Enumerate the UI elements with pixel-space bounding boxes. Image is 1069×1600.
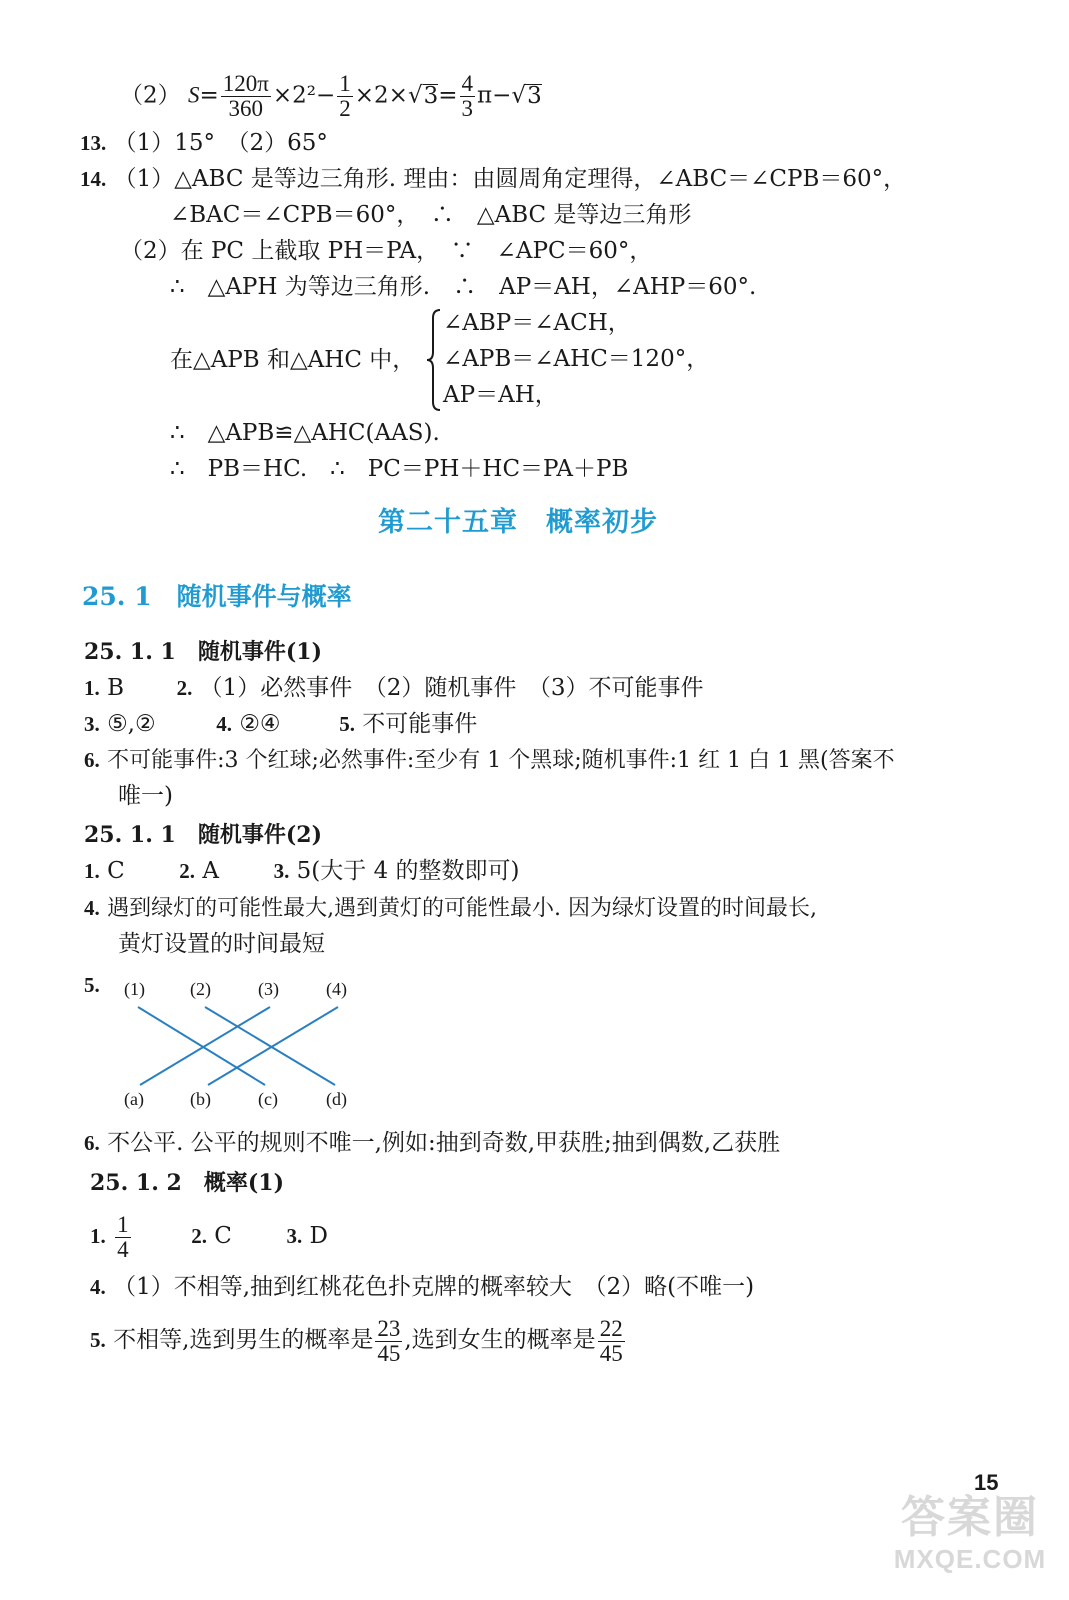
- diagram-bottom-label: (b): [190, 1089, 211, 1109]
- formula-segment: ×2²−: [272, 82, 336, 109]
- answer-text: （1）15° （2）65°: [113, 130, 328, 156]
- system-line-2: ∠APB＝∠AHC＝120°，: [443, 346, 710, 372]
- diagram-bottom-label: (a): [124, 1089, 144, 1109]
- question-number: 3.: [273, 859, 290, 883]
- question-number: 2.: [179, 859, 196, 883]
- q12-part2-formula: [120, 72, 542, 121]
- answer-row: [84, 1128, 780, 1158]
- connection-line-1-c: [138, 1007, 265, 1085]
- answer-text: C: [214, 1223, 232, 1249]
- question-number: 4.: [216, 712, 232, 736]
- q13-line: [80, 128, 328, 158]
- watermark-title: 答案圈: [901, 1493, 1039, 1542]
- connection-line-3-a: [140, 1007, 270, 1085]
- answer-text: 5(大于 4 的整数即可): [296, 858, 520, 884]
- answer-text: A: [202, 858, 219, 884]
- q14-line-2: [170, 200, 691, 230]
- answer-text: （2）在 PC 上截取 PH＝PA， ∵ ∠APC＝60°，: [120, 238, 653, 264]
- formula-segment: π−: [477, 82, 512, 109]
- fraction-half: [337, 72, 353, 121]
- answer-text: 不公平. 公平的规则不唯一,例如:抽到奇数,甲获胜;抽到偶数,乙获胜: [107, 1130, 781, 1156]
- q14-line-4: [170, 272, 756, 302]
- answer-row: [90, 1208, 328, 1264]
- q14-line-3: [120, 236, 652, 266]
- answer-row: [84, 856, 520, 886]
- answer-text: 不可能事件: [362, 711, 478, 737]
- watermark-logo: [880, 1492, 1060, 1574]
- diagram-bottom-label: (c): [258, 1089, 278, 1109]
- question-number: 13.: [80, 131, 107, 155]
- equals-sign: =: [438, 82, 458, 109]
- fraction-numerator: 1: [117, 1211, 129, 1237]
- page-number: 15: [974, 1470, 999, 1495]
- system-line-3: AP＝AH，: [443, 382, 558, 408]
- fraction-denominator: 3: [461, 96, 474, 121]
- fraction-120pi-360: [221, 72, 271, 121]
- question-number: 6.: [84, 1131, 100, 1155]
- question-number: 3.: [286, 1224, 303, 1248]
- subsection-heading: 25. 1. 1 随机事件(1): [84, 639, 322, 665]
- answer-text: B: [107, 675, 124, 701]
- answer-text: （1）不相等,抽到红桃花色扑克牌的概率较大 （2）略(不唯一): [113, 1274, 755, 1300]
- question-number: 5.: [84, 973, 100, 997]
- equals-sign: =: [199, 82, 219, 109]
- formula-segment: ×2×: [354, 82, 408, 109]
- question-number: 6.: [84, 748, 100, 772]
- answer-text: 在△APB 和△AHC 中，: [170, 347, 416, 373]
- answer-text: ∴ PB＝HC. ∴ PC＝PH＋HC＝PA＋PB: [170, 456, 629, 482]
- q14-line-5-prefix: [170, 345, 415, 375]
- answer-row: [84, 745, 895, 776]
- fraction-denominator: 2: [339, 96, 351, 121]
- answer-row: [84, 709, 477, 739]
- question-number: 3.: [84, 712, 100, 736]
- answer-text: 不相等,选到男生的概率是: [113, 1327, 374, 1353]
- q14-line-6: [170, 418, 440, 448]
- fraction-numerator: 120π: [222, 71, 269, 96]
- answer-text: ②④: [239, 711, 281, 737]
- sqrt-sign: √: [407, 82, 423, 109]
- question-number: 4.: [84, 896, 100, 920]
- answer-text: 不可能事件:3 个红球;必然事件:至少有 1 个黑球;随机事件:1 红 1 白 1 黑(答案不: [107, 748, 895, 773]
- answer-row: [84, 673, 704, 703]
- diagram-bottom-label: (d): [326, 1089, 347, 1109]
- watermark-url: MXQE.COM: [893, 1544, 1047, 1574]
- connection-line-4-b: [208, 1007, 338, 1085]
- question-number: 14.: [80, 167, 107, 191]
- answer-text: （1）△ABC 是等边三角形. 理由：由圆周角定理得，∠ABC＝∠CPB＝60°，: [113, 166, 907, 192]
- sqrt-radicand: 3: [423, 82, 439, 109]
- answer-text: C: [107, 858, 125, 884]
- system-line-1: ∠ABP＝∠ACH，: [443, 310, 631, 336]
- diagram-top-label: (3): [258, 979, 279, 999]
- answer-text: ⑤,②: [107, 711, 156, 737]
- chapter-title: 第二十五章 概率初步: [378, 507, 658, 538]
- fraction-numerator: 23: [377, 1315, 401, 1341]
- q12-part2-prefix: （2）: [120, 82, 181, 109]
- answer-row: [84, 893, 817, 924]
- diagram-top-label: (4): [326, 979, 347, 999]
- question-number: 5.: [339, 712, 355, 736]
- diagram-top-label: (2): [190, 979, 211, 999]
- q14-line-7: [170, 454, 628, 484]
- equation-system: [425, 308, 745, 418]
- fraction-22-45: [598, 1317, 625, 1366]
- question-number: 1.: [84, 859, 100, 883]
- subsection-heading: 25. 1. 1 随机事件(2): [84, 822, 322, 848]
- matching-diagram: [110, 975, 370, 1115]
- connection-line-2-d: [205, 1007, 335, 1085]
- fraction-denominator: 45: [599, 1340, 623, 1366]
- question-number: 2.: [191, 1224, 207, 1248]
- answer-row: [90, 1312, 627, 1368]
- answer-row-continued: 黄灯设置的时间最短: [118, 931, 325, 957]
- answer-row: [90, 1272, 754, 1302]
- answer-text: ∴ △APH 为等边三角形. ∴ AP＝AH，∠AHP＝60°.: [170, 274, 757, 300]
- answer-text: D: [309, 1223, 328, 1249]
- sqrt-sign: √: [511, 82, 527, 109]
- answer-text: ∴ △APB≌△AHC(AAS).: [170, 420, 440, 446]
- section-title: 25. 1 随机事件与概率: [82, 582, 352, 611]
- answer-text: ∠BAC＝∠CPB＝60°， ∴ △ABC 是等边三角形: [170, 202, 692, 228]
- diagram-top-label: (1): [124, 979, 145, 999]
- answer-text: ,选到女生的概率是: [404, 1327, 596, 1353]
- fraction-one-quarter: [115, 1213, 131, 1262]
- left-brace-icon: [425, 308, 443, 412]
- fraction-23-45: [375, 1317, 402, 1366]
- fraction-denominator: 4: [117, 1236, 129, 1262]
- answer-text: （1）必然事件 （2）随机事件 （3）不可能事件: [199, 675, 704, 701]
- q14-line-1: [80, 164, 906, 194]
- fraction-denominator: 45: [377, 1340, 401, 1366]
- area-symbol: S: [187, 82, 200, 108]
- question-number: [84, 970, 100, 1000]
- question-number: 5.: [90, 1328, 106, 1352]
- question-number: 2.: [176, 676, 193, 700]
- answer-text: 遇到绿灯的可能性最大,遇到黄灯的可能性最小. 因为绿灯设置的时间最长,: [107, 896, 818, 921]
- subsection-heading: 25. 1. 2 概率(1): [90, 1170, 284, 1196]
- fraction-numerator: 1: [339, 71, 351, 96]
- question-number: 1.: [90, 1224, 106, 1248]
- fraction-denominator: 360: [228, 96, 264, 121]
- question-number: 4.: [90, 1275, 106, 1299]
- answer-row-continued: 唯一): [118, 783, 173, 809]
- fraction-numerator: 22: [599, 1315, 623, 1341]
- sqrt-radicand: 3: [527, 82, 542, 109]
- fraction-numerator: 4: [461, 71, 474, 96]
- question-number: 1.: [84, 676, 100, 700]
- fraction-four-thirds: [460, 72, 476, 121]
